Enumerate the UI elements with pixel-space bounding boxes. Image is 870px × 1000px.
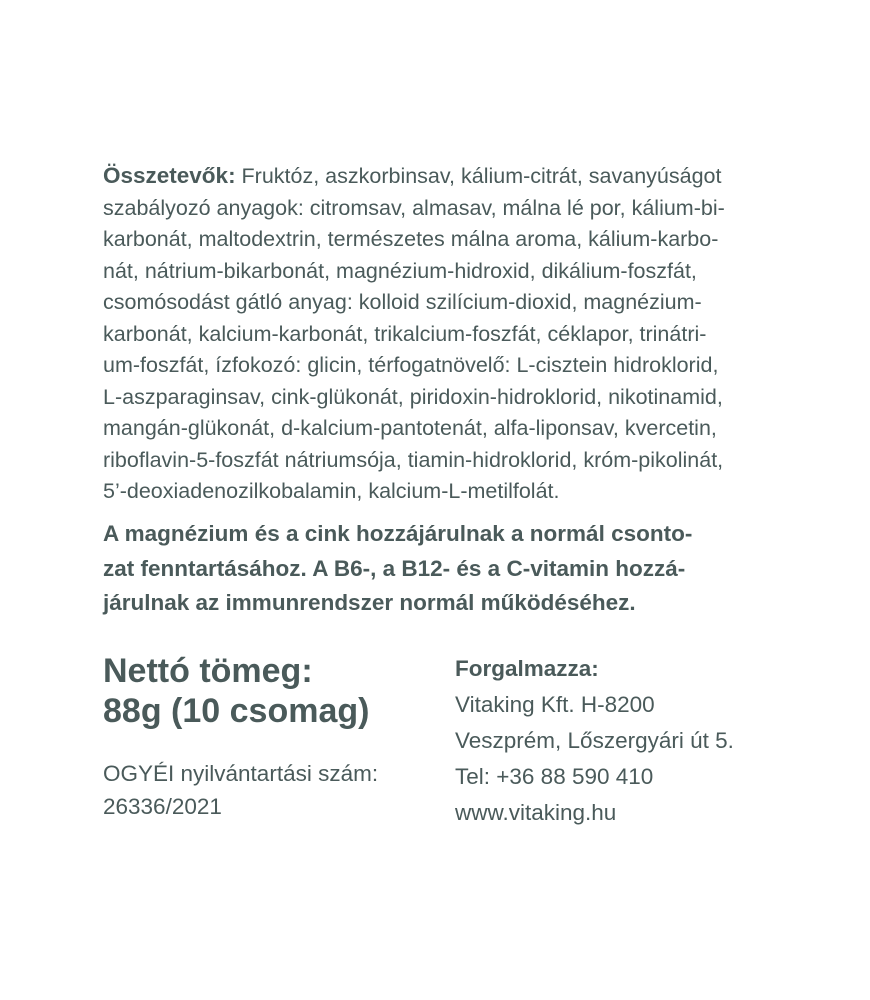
ingredients-line: um-foszfát, ízfokozó: glicin, térfogatnövelő: L-cisztein hidroklorid, <box>103 353 719 377</box>
health-claims-block <box>103 517 803 621</box>
ingredients-line: csomósodást gátló anyag: kolloid szilícium-dioxid, magnézium- <box>103 290 702 314</box>
ingredients-line: karbonát, kalcium-karbonát, trikalcium-foszfát, céklapor, trinátri- <box>103 321 707 346</box>
registry-block <box>103 757 378 823</box>
ingredients-line: 5’-deoxiadenozilkobalamin, kalcium-L-metilfolát. <box>103 479 560 503</box>
distributor-website: www.vitaking.hu <box>455 800 617 825</box>
ingredients-line: nát, nátrium-bikarbonát, magnézium-hidroxid, dikálium-foszfát, <box>103 258 697 283</box>
registry-number: 26336/2021 <box>103 794 222 819</box>
ingredients-line: L-aszparaginsav, cink-glükonát, piridoxin-hidroklorid, nikotinamid, <box>103 384 723 409</box>
net-weight-label: Nettó tömeg: <box>103 652 313 690</box>
distributor-address: Veszprém, Lőszergyári út 5. <box>455 728 734 753</box>
health-claim-line: járulnak az immunrendszer normál működéséhez. <box>103 590 636 615</box>
distributor-phone: Tel: +36 88 590 410 <box>455 764 654 789</box>
ingredients-text: Fruktóz, aszkorbinsav, kálium-citrát, savanyúságot <box>235 164 722 188</box>
health-claim-line: A magnézium és a cink hozzájárulnak a normál csonto- <box>103 521 693 546</box>
health-claim-line: zat fenntartásához. A B6-, a B12- és a C-vitamin hozzá- <box>103 555 686 581</box>
ingredients-block <box>103 160 803 508</box>
ingredients-line <box>103 160 803 193</box>
ingredients-line: karbonát, maltodextrin, természetes málna aroma, kálium-karbo- <box>103 227 719 251</box>
net-weight-block <box>103 651 369 731</box>
net-weight-value: 88g (10 csomag) <box>103 692 370 730</box>
ingredients-line: szabályozó anyagok: citromsav, almasav, málna lé por, kálium-bi- <box>103 195 725 220</box>
ingredients-line: riboflavin-5-foszfát nátriumsója, tiamin-hidroklorid, króm-pikolinát, <box>103 447 724 472</box>
distributor-block <box>455 651 734 831</box>
distributor-company: Vitaking Kft. H-8200 <box>455 692 655 717</box>
distributor-title: Forgalmazza: <box>455 656 599 681</box>
registry-label: OGYÉI nyilvántartási szám: <box>103 761 379 786</box>
ingredients-line: mangán-glükonát, d-kalcium-pantotenát, alfa-liponsav, kvercetin, <box>103 416 717 440</box>
ingredients-label: Összetevők: <box>103 163 236 188</box>
